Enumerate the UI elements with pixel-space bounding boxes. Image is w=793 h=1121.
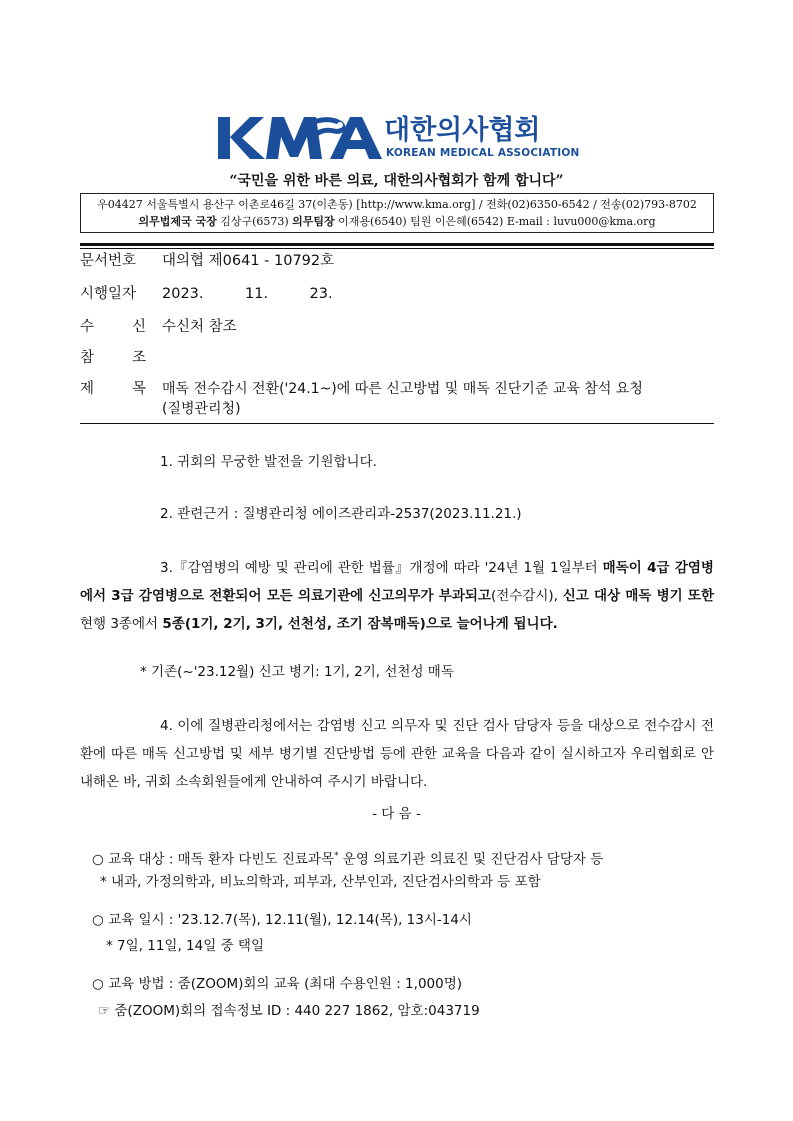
kma-logo [218,115,578,161]
item-date-note: * 7일, 11일, 14일 중 택일 [106,938,264,954]
contact-dept-label: 의무법제국 국장 [138,215,217,228]
paragraph-3-emphasis-2: 신고 대상 매독 병기 또한 [562,588,714,604]
contact-address-line: 우04427 서울특별시 용산구 이촌로46길 37(이촌동) [http://www.kma.org] / 전화(02)6350-6542 / 전송(02)793-8702 [97,198,697,211]
header-rule-thick [80,243,714,246]
paragraph-1: 1. 귀회의 무궁한 발전을 기원합니다. [160,454,377,470]
date-label: 시행일자 [80,286,137,302]
recipient-value: 수신처 참조 [162,319,237,335]
contact-box [80,193,714,233]
date-value: 2023. 11. 23. [162,286,333,302]
recipient-label: 수 신 [80,319,146,335]
paragraph-3: 3.『감염병의 예방 및 관리에 관한 법률』개정에 따라 '24년 1월 1일부터 매독이 4급 감염병에서 3급 감염병으로 전환되어 모든 의료기관에 신고의무가 부과되고(전수감시), 신고 대상 매독 병기 또한 현행 3종에서 5종(1기, 2기, 3기, 선천성, 조기 잠복매독)으로 늘어나게 됩니다. [80,560,714,632]
paragraph-3-note: * 기존(~'23.12월) 신고 병기: 1기, 2기, 선천성 매독 [140,664,454,680]
logo-text-korean: 대한의사협회 [384,115,541,146]
contact-staff-line [81,213,713,230]
dadum-heading: - 다 음 - [372,806,421,822]
doc-number-row [80,251,136,271]
logo-text-english: KOREAN MEDICAL ASSOCIATION [386,147,580,159]
contact-team-person: 이재용(6540) 팀원 이은혜(6542) E-mail : luvu000@kma.org [334,215,656,228]
item-target: ○ 교육 대상 : 매독 환자 다빈도 진료과목* 운영 의료기관 의료진 및 진단검사 담당자 등 [92,851,604,868]
header-rule-thin [80,248,714,249]
doc-number-value: 대의협 제0641 - 10792호 [162,253,335,269]
item-target-note: * 내과, 가정의학과, 비뇨의학과, 피부과, 산부인과, 진단검사의학과 등 포함 [100,874,541,890]
paragraph-4: 4. 이에 질병관리청에서는 감염병 신고 의무자 및 진단 검사 담당자 등을 대상으로 전수감시 전환에 따른 매독 신고방법 및 세부 병기별 진단방법 등에 관한 교육을 다음과 같이 실시하고자 우리협회로 안내해온 바, 귀회 소속회원들에게 안내하여 주시기 바랍니다. [80,718,714,790]
paragraph-2: 2. 관련근거 : 질병관리청 에이즈관리과-2537(2023.11.21.) [160,506,522,522]
paragraph-3-emphasis-3: 5종(1기, 2기, 3기, 선천성, 조기 잠복매독)으로 늘어나게 됩니다. [162,616,558,632]
slogan: “국민을 위한 바른 의료, 대한의사협회가 함께 합니다” [229,173,564,189]
doc-number-label: 문서번호 [80,253,137,269]
item-date: ○ 교육 일시 : '23.12.7(목), 12.11(월), 12.14(목), 13시-14시 [92,912,472,928]
reference-label: 참 조 [80,350,146,366]
subject-line-1: 매독 전수감시 전환('24.1~)에 따른 신고방법 및 매독 진단기준 교육 참석 요청 [162,381,643,397]
header-rule-bottom [80,423,714,424]
kma-logo-mark [218,115,382,161]
subject-label: 제 목 [80,381,146,397]
paragraph-3-emphasis-1: 매독이 4급 감염병에서 3급 감염병으로 전환되어 모든 의료기관에 신고의무가 부과되고 [80,560,714,604]
item-zoom-info: ☞ 줌(ZOOM)회의 접속정보 ID : 440 227 1862, 암호:043719 [98,1003,480,1019]
subject-line-2: (질병관리청) [162,401,241,417]
item-method: ○ 교육 방법 : 줌(ZOOM)회의 교육 (최대 수용인원 : 1,000명) [92,976,463,992]
contact-team-label: 의무팀장 [292,215,335,228]
contact-dept-person: 김상구(6573) [216,215,293,228]
